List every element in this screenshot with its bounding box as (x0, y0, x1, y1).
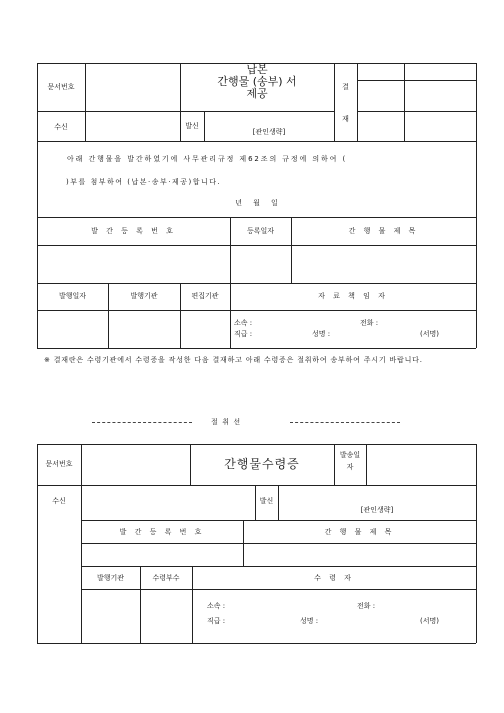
header-registration-date: 등록일자 (246, 227, 275, 235)
form-title-line: 제공 (246, 87, 268, 100)
form-title-line: 납본 (246, 63, 268, 76)
receipt-signature-label: (서명) (420, 617, 439, 625)
recipient-label: 수신 (54, 123, 68, 131)
position-label: 직급 : (234, 330, 253, 338)
receipt-header-registration-no: 발 간 등 록 번 호 (119, 528, 205, 536)
header-data-manager: 자 료 책 임 자 (318, 292, 388, 300)
header-registration-no: 발 간 등 록 번 호 (91, 227, 176, 235)
form-title (180, 64, 334, 100)
receipt-recipient-label: 수신 (52, 497, 66, 505)
receipt-copies-label: 수령부수 (152, 574, 180, 582)
approval-label: 재 (342, 115, 349, 123)
receipt-name-label: 성명 : (300, 617, 319, 625)
receipt-affiliation-label: 소속 : (207, 602, 226, 610)
send-date-label: 자 (346, 463, 354, 471)
footnote: ※ 결재란은 수령기관에서 수령증을 작성한 다음 결재하고 아래 수령증은 절취하여 송부하여 주시기 바랍니다. (44, 356, 423, 364)
send-date-label: 발송일 (339, 451, 361, 459)
receipt-position-label: 직급 : (207, 617, 226, 625)
form-title-line: 간행물 (송부) 서 (217, 75, 297, 88)
receipt-header-publication-title: 간 행 물 제 목 (324, 528, 395, 536)
header-publication-title: 간 행 물 제 목 (348, 227, 419, 235)
approval-label: 결 (342, 83, 349, 91)
receipt-receiver-label: 수 령 자 (314, 574, 354, 582)
signature-label: (서명) (420, 330, 439, 338)
cut-line-label: 절 취 선 (211, 418, 241, 426)
header-issue-date: 발행일자 (58, 292, 87, 300)
header-issuer: 발행기관 (130, 292, 158, 300)
receipt-issuer-label: 발행기관 (96, 574, 125, 582)
sender-label: 발신 (185, 122, 199, 130)
name-label: 성명 : (312, 330, 331, 338)
receipt-title: 간행물수령증 (224, 457, 300, 471)
receipt-doc-no-label: 문서번호 (45, 460, 73, 468)
doc-no-label: 문서번호 (47, 83, 75, 91)
notice-line: )부를 첨부하여 (납본·송부·제공)합니다. (66, 178, 222, 186)
affiliation-label: 소속 : (234, 319, 253, 327)
receipt-sender-label: 발신 (259, 497, 274, 505)
date-line: 년 월 일 (235, 199, 278, 207)
phone-label: 전화 : (360, 319, 379, 327)
notice-line: 아래 간행물을 발간하였기에 사무관리규정 제62조의 규정에 의하여 ( (67, 155, 348, 163)
receipt-stamp-omitted: [관인생략] (360, 506, 394, 514)
receipt-phone-label: 전화 : (357, 602, 376, 610)
header-editor: 편집기관 (191, 292, 219, 300)
stamp-omitted: [관인생략] (252, 128, 286, 136)
